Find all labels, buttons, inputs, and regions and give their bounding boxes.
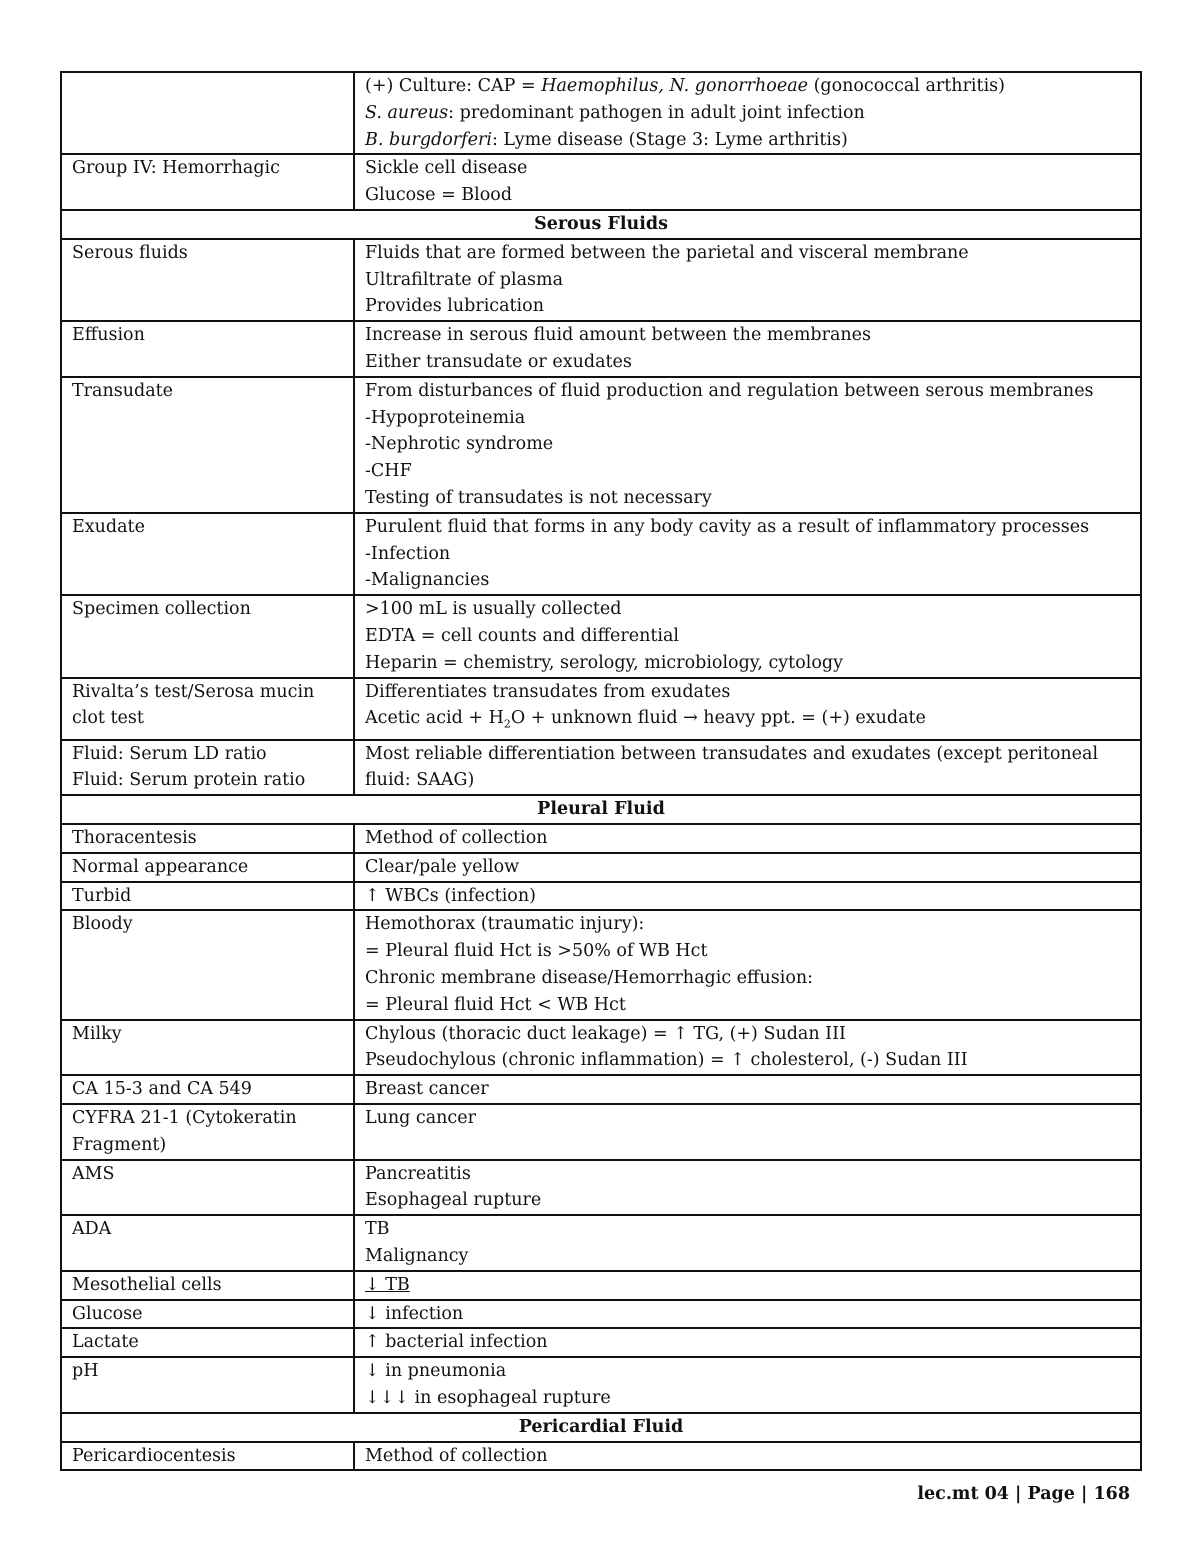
description-line: -Malignancies <box>365 570 490 591</box>
description-cell <box>354 595 1141 677</box>
italic-term: B. burgdorferi <box>365 129 492 150</box>
term-text: Serous fluids <box>72 242 188 263</box>
description-line: Sickle cell disease <box>365 158 528 179</box>
description-line <box>365 1272 1130 1299</box>
description-line: Chronic membrane disease/Hemorrhagic effusion: <box>365 968 814 988</box>
description-line: -Nephrotic syndrome <box>365 434 554 455</box>
description-line: Lung cancer <box>365 1107 476 1128</box>
section-title: Serous Fluids <box>61 210 1141 239</box>
table-row <box>61 1357 1141 1413</box>
table-row <box>61 1442 1141 1471</box>
section-header-row <box>61 210 1141 239</box>
description-line: Either transudate or exudates <box>365 351 632 372</box>
description-line: (+) Culture: CAP = Haemophilus, N. gonorrhoeae (gonococcal arthritis) <box>365 76 1005 96</box>
description-line: ↓ in pneumonia <box>365 1361 507 1382</box>
term-text: Exudate <box>72 516 145 537</box>
description-line: Acetic acid + $H_2O$ + unknown fluid → heavy ppt. = (+) exudate <box>365 708 926 731</box>
underlined-text: ↓ TB <box>365 1274 410 1295</box>
description-line: From disturbances of fluid production and regulation between serous membranes <box>365 380 1094 401</box>
description-line: EDTA = cell counts and differential <box>365 625 680 646</box>
table-row <box>61 910 1141 1019</box>
subscript: 2 <box>503 717 511 731</box>
description-line: B. burgdorferi: Lyme disease (Stage 3: Lyme arthritis) <box>365 129 848 150</box>
description-line: Malignancy <box>365 1245 469 1266</box>
italic-term: S. aureus <box>365 102 449 123</box>
term-text: Bloody <box>72 914 133 935</box>
table-row <box>61 1020 1141 1076</box>
table-row <box>61 1300 1141 1329</box>
description-line: = Pleural fluid Hct < WB Hct <box>365 994 626 1015</box>
term-text: Turbid <box>72 885 132 906</box>
term-cell <box>61 678 354 740</box>
description-cell <box>354 1215 1141 1271</box>
section-title: Pleural Fluid <box>61 795 1141 824</box>
description-line: Breast cancer <box>365 1079 489 1100</box>
table-row <box>61 1215 1141 1271</box>
term-text: Milky <box>72 1023 122 1044</box>
description-cell <box>354 678 1141 740</box>
term-text: Effusion <box>72 325 145 346</box>
description-line: Differentiates transudates from exudates <box>365 681 731 702</box>
table-row <box>61 1328 1141 1357</box>
description-cell <box>354 377 1141 513</box>
term-text: Fluid: Serum LD ratio <box>72 743 267 764</box>
description-line: Esophageal rupture <box>365 1190 542 1211</box>
table-row <box>61 595 1141 677</box>
term-cell <box>61 824 354 853</box>
term-cell <box>61 513 354 595</box>
table-row <box>61 154 1141 210</box>
lecture-notes-table <box>60 71 1142 1471</box>
description-line: Most reliable differentiation between transudates and exudates (except peritoneal fluid: SAAG) <box>365 743 1099 791</box>
description-cell <box>354 1020 1141 1076</box>
italic-term: Haemophilus, N. gonorrhoeae <box>541 76 808 96</box>
term-cell <box>61 1442 354 1471</box>
term-text: Glucose <box>72 1303 143 1324</box>
table-row <box>61 239 1141 321</box>
document-page <box>60 71 1142 1471</box>
table-row <box>61 824 1141 853</box>
description-line: Pseudochylous (chronic inflammation) = ↑ cholesterol, (-) Sudan III <box>365 1050 968 1071</box>
term-cell <box>61 1020 354 1076</box>
description-cell <box>354 1442 1141 1471</box>
description-cell <box>354 154 1141 210</box>
section-header-row <box>61 795 1141 824</box>
description-line: Heparin = chemistry, serology, microbiology, cytology <box>365 652 843 673</box>
table-row <box>61 1075 1141 1104</box>
description-line: ↓ infection <box>365 1303 464 1324</box>
term-cell <box>61 239 354 321</box>
description-cell <box>354 1271 1141 1300</box>
description-line: S. aureus: predominant pathogen in adult joint infection <box>365 102 865 123</box>
term-cell <box>61 1104 354 1160</box>
description-line: -CHF <box>365 461 412 482</box>
table-row <box>61 72 1141 154</box>
description-line: Chylous (thoracic duct leakage) = ↑ TG, (+) Sudan III <box>365 1023 846 1044</box>
description-cell <box>354 72 1141 154</box>
term-cell <box>61 882 354 911</box>
term-text: CYFRA 21-1 (Cytokeratin Fragment) <box>72 1107 297 1155</box>
term-text: Rivalta’s test/Serosa mucin clot test <box>72 681 315 729</box>
description-line: -Hypoproteinemia <box>365 407 526 428</box>
table-row <box>61 678 1141 740</box>
term-cell <box>61 1075 354 1104</box>
description-cell <box>354 1160 1141 1216</box>
description-line: Clear/pale yellow <box>365 856 520 877</box>
term-cell <box>61 1160 354 1216</box>
description-line: TB <box>365 1219 390 1240</box>
term-text: Transudate <box>72 380 174 401</box>
term-text: ADA <box>72 1219 112 1240</box>
description-line: Purulent fluid that forms in any body cavity as a result of inflammatory processes <box>365 516 1090 537</box>
description-cell <box>354 910 1141 1019</box>
term-cell <box>61 910 354 1019</box>
description-line: -Infection <box>365 543 451 564</box>
term-cell <box>61 1271 354 1300</box>
description-line: Method of collection <box>365 1445 548 1466</box>
term-text: AMS <box>72 1163 115 1184</box>
term-text: Thoracentesis <box>72 828 197 849</box>
description-cell <box>354 1075 1141 1104</box>
section-title: Pericardial Fluid <box>61 1413 1141 1442</box>
description-line: Hemothorax (traumatic injury): <box>365 914 645 935</box>
description-line: Ultrafiltrate of plasma <box>365 269 564 290</box>
term-text: Specimen collection <box>72 599 251 620</box>
table-row <box>61 853 1141 882</box>
term-cell <box>61 321 354 377</box>
description-line: Glucose = Blood <box>365 185 513 206</box>
description-line: Method of collection <box>365 828 548 849</box>
term-cell <box>61 595 354 677</box>
term-text: Normal appearance <box>72 856 249 877</box>
description-cell <box>354 1328 1141 1357</box>
section-header-row <box>61 1413 1141 1442</box>
term-cell <box>61 377 354 513</box>
term-cell <box>61 1357 354 1413</box>
description-cell <box>354 824 1141 853</box>
description-line: Provides lubrication <box>365 296 544 317</box>
table-row <box>61 377 1141 513</box>
page-footer: lec.mt 04 | Page | 168 <box>917 1484 1130 1504</box>
description-line: Pancreatitis <box>365 1163 471 1184</box>
description-cell <box>354 882 1141 911</box>
table-row <box>61 321 1141 377</box>
table-row <box>61 1271 1141 1300</box>
description-cell <box>354 1104 1141 1160</box>
term-cell <box>61 853 354 882</box>
term-cell <box>61 1328 354 1357</box>
term-text: Mesothelial cells <box>72 1274 222 1295</box>
description-line: Testing of transudates is not necessary <box>365 487 712 508</box>
description-line: >100 mL is usually collected <box>365 599 622 620</box>
table-row <box>61 513 1141 595</box>
description-line: ↓↓↓ in esophageal rupture <box>365 1387 611 1408</box>
table-row <box>61 882 1141 911</box>
description-line: Increase in serous fluid amount between the membranes <box>365 325 872 346</box>
table-row <box>61 1160 1141 1216</box>
description-line: ↑ WBCs (infection) <box>365 885 536 906</box>
description-line: Fluids that are formed between the parietal and visceral membrane <box>365 242 969 263</box>
table-row <box>61 1104 1141 1160</box>
term-text: Group IV: Hemorrhagic <box>72 158 280 179</box>
table-row <box>61 740 1141 796</box>
description-line: ↑ bacterial infection <box>365 1332 548 1353</box>
description-cell <box>354 853 1141 882</box>
description-cell <box>354 1300 1141 1329</box>
table-body <box>61 72 1141 1470</box>
term-text: Pericardiocentesis <box>72 1445 236 1466</box>
term-text: Fluid: Serum protein ratio <box>72 770 306 791</box>
term-cell <box>61 72 354 154</box>
description-cell <box>354 740 1141 796</box>
term-cell <box>61 1300 354 1329</box>
description-cell <box>354 321 1141 377</box>
description-cell <box>354 239 1141 321</box>
term-cell <box>61 154 354 210</box>
description-cell <box>354 1357 1141 1413</box>
description-line: = Pleural fluid Hct is >50% of WB Hct <box>365 941 708 962</box>
description-cell <box>354 513 1141 595</box>
term-text: CA 15-3 and CA 549 <box>72 1079 252 1100</box>
term-text: Lactate <box>72 1332 139 1353</box>
term-cell <box>61 1215 354 1271</box>
term-text: pH <box>72 1361 99 1382</box>
term-cell <box>61 740 354 796</box>
